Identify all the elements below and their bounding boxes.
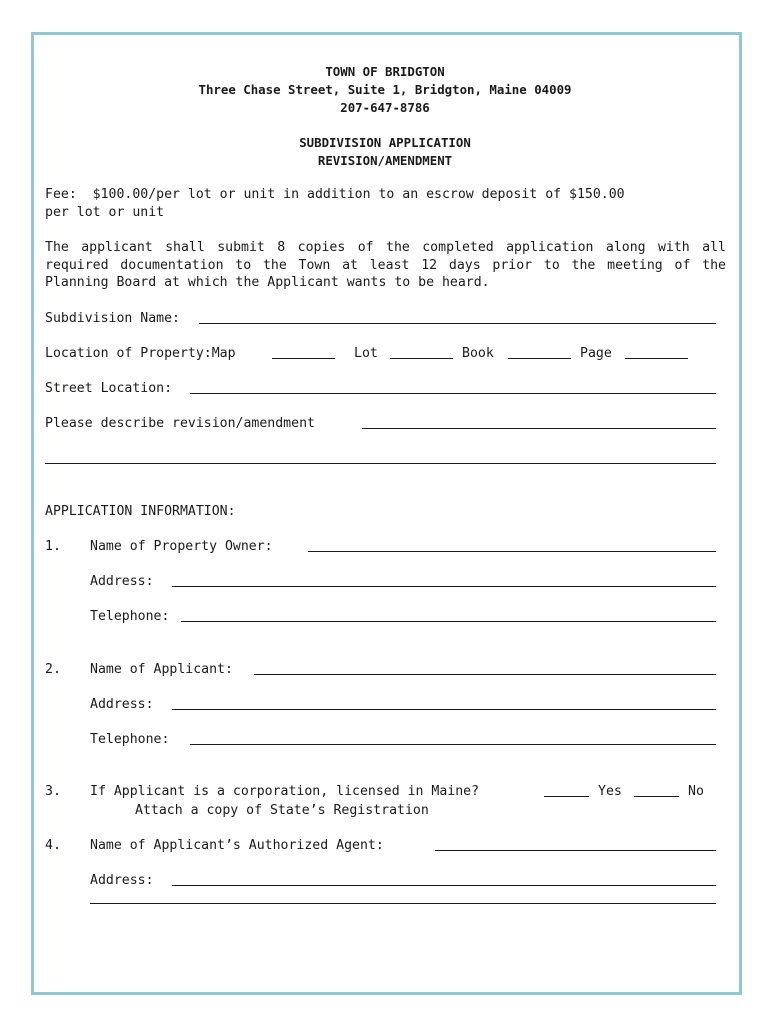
fee-line-1: Fee: $100.00/per lot or unit in addition to an escrow deposit of $150.00 — [45, 187, 625, 202]
street-location-label: Street Location: — [45, 381, 173, 396]
book-field[interactable] — [508, 358, 571, 359]
agent-address-label: Address: — [90, 873, 154, 888]
town-phone: 207-647-8786 — [340, 100, 430, 115]
corporation-yes-label: Yes — [598, 784, 622, 799]
applicant-telephone-field[interactable] — [190, 744, 716, 745]
owner-address-label: Address: — [90, 574, 154, 589]
item-2-number: 2. — [45, 662, 61, 677]
describe-revision-field-2[interactable] — [45, 463, 716, 464]
lot-field[interactable] — [390, 358, 453, 359]
corporation-no-field[interactable] — [634, 796, 679, 797]
page-label: Page — [580, 346, 612, 361]
fee-line-2: per lot or unit — [45, 205, 165, 220]
instructions-paragraph: The applicant shall submit 8 copies of the completed application along with all required documentation to the Town at least 12 days prior to the meeting of the Planning Board at which the Applicant wants to be heard. — [45, 240, 726, 290]
form-subtitle: REVISION/AMENDMENT — [317, 153, 453, 168]
owner-telephone-label: Telephone: — [90, 609, 170, 624]
application-heading: APPLICATION INFORMATION: — [45, 504, 236, 519]
agent-address-field-2[interactable] — [90, 903, 716, 904]
item-3-number: 3. — [45, 784, 61, 799]
corporation-yes-field[interactable] — [544, 796, 589, 797]
town-name: TOWN OF BRIDGTON — [325, 64, 445, 79]
street-location-field[interactable] — [190, 393, 716, 394]
book-label: Book — [462, 346, 494, 361]
subdivision-name-field[interactable] — [199, 323, 716, 324]
item-4-number: 4. — [45, 838, 61, 853]
describe-revision-label: Please describe revision/amendment — [45, 416, 315, 431]
owner-telephone-field[interactable] — [181, 621, 716, 622]
town-address: Three Chase Street, Suite 1, Bridgton, Maine 04009 — [198, 82, 572, 97]
item-1-number: 1. — [45, 539, 61, 554]
owner-address-field[interactable] — [172, 586, 716, 587]
map-field[interactable] — [272, 358, 335, 359]
authorized-agent-label: Name of Applicant’s Authorized Agent: — [90, 838, 384, 853]
applicant-name-field[interactable] — [254, 674, 716, 675]
property-owner-field[interactable] — [308, 551, 716, 552]
applicant-telephone-label: Telephone: — [90, 732, 170, 747]
applicant-address-label: Address: — [90, 697, 154, 712]
subdivision-name-label: Subdivision Name: — [45, 311, 180, 326]
page-field[interactable] — [625, 358, 688, 359]
agent-address-field[interactable] — [172, 885, 716, 886]
authorized-agent-field[interactable] — [435, 850, 716, 851]
applicant-name-label: Name of Applicant: — [90, 662, 233, 677]
lot-label: Lot — [354, 346, 378, 361]
corporation-question: If Applicant is a corporation, licensed in Maine? — [90, 784, 480, 799]
applicant-address-field[interactable] — [172, 709, 716, 710]
form-title: SUBDIVISION APPLICATION — [299, 135, 471, 150]
registration-note: Attach a copy of State’s Registration — [135, 803, 429, 818]
describe-revision-field[interactable] — [362, 428, 716, 429]
property-owner-label: Name of Property Owner: — [90, 539, 273, 554]
location-property-label: Location of Property:Map — [45, 346, 236, 361]
corporation-no-label: No — [688, 784, 704, 799]
